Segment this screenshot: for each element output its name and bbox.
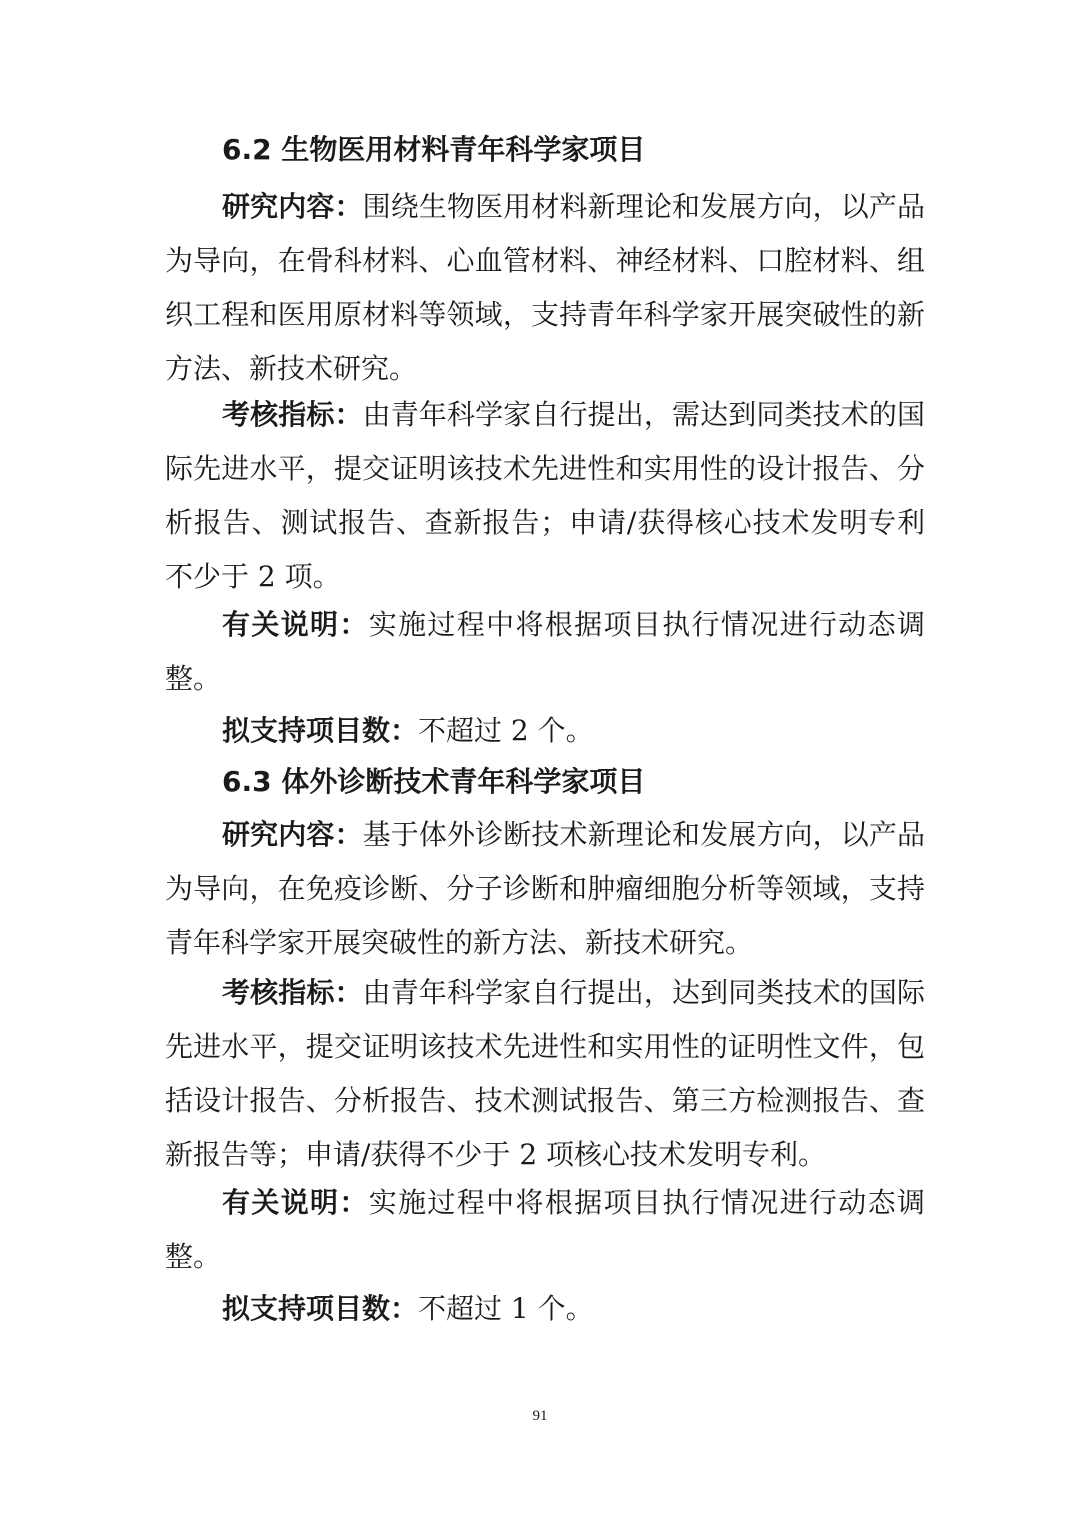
project-count-6-3 bbox=[165, 1282, 925, 1336]
count-label: 拟支持项目数： bbox=[222, 1292, 419, 1325]
research-content-6-2 bbox=[165, 180, 925, 396]
project-count-6-2 bbox=[165, 704, 925, 758]
assessment-6-3 bbox=[165, 966, 925, 1182]
notes-label: 有关说明： bbox=[222, 608, 369, 641]
notes-text: 实施过程中将根据项目执行情况进行动态调整。 bbox=[165, 608, 925, 695]
assessment-label: 考核指标： bbox=[222, 398, 363, 431]
count-text: 不超过 2 个。 bbox=[418, 714, 594, 747]
assessment-text: 由青年科学家自行提出，达到同类技术的国际先进水平，提交证明该技术先进性和实用性的证明性文件，包括设计报告、分析报告、技术测试报告、第三方检测报告、查新报告等；申请/获得不少于 2 项核心技术发明专利。 bbox=[165, 976, 925, 1171]
notes-label: 有关说明： bbox=[222, 1186, 369, 1219]
research-label: 研究内容： bbox=[222, 818, 363, 851]
assessment-text: 由青年科学家自行提出，需达到同类技术的国际先进水平，提交证明该技术先进性和实用性的设计报告、分析报告、测试报告、查新报告；申请/获得核心技术发明专利不少于 2 项。 bbox=[165, 398, 925, 593]
count-label: 拟支持项目数： bbox=[222, 714, 419, 747]
assessment-6-2 bbox=[165, 388, 925, 604]
page-number: 91 bbox=[532, 1408, 548, 1424]
section-heading-6-3: 6.3 体外诊断技术青年科学家项目 bbox=[222, 765, 646, 798]
count-text: 不超过 1 个。 bbox=[418, 1292, 594, 1325]
research-label: 研究内容： bbox=[222, 190, 363, 223]
notes-6-2 bbox=[165, 598, 925, 706]
research-content-6-3 bbox=[165, 808, 925, 970]
notes-text: 实施过程中将根据项目执行情况进行动态调整。 bbox=[165, 1186, 925, 1273]
section-heading-6-2: 6.2 生物医用材料青年科学家项目 bbox=[222, 133, 646, 166]
assessment-label: 考核指标： bbox=[222, 976, 363, 1009]
research-text: 基于体外诊断技术新理论和发展方向，以产品为导向，在免疫诊断、分子诊断和肿瘤细胞分析等领域，支持青年科学家开展突破性的新方法、新技术研究。 bbox=[165, 818, 925, 959]
notes-6-3 bbox=[165, 1176, 925, 1284]
research-text: 围绕生物医用材料新理论和发展方向，以产品为导向，在骨科材料、心血管材料、神经材料、口腔材料、组织工程和医用原材料等领域，支持青年科学家开展突破性的新方法、新技术研究。 bbox=[165, 190, 925, 385]
